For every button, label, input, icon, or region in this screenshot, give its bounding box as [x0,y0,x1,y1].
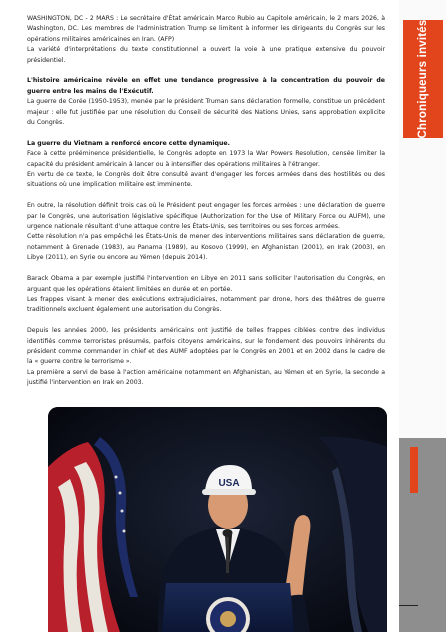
section-heading: L'histoire américaine révèle en effet une tendance progressive à la concentration du pouvoir de guerre entre les mains de l'Exécutif. [27,77,385,95]
text-line: Cette résolution n'a pas empêché les États-Unis de mener des interventions militaires sans déclaration de guerre, notamment à Grenade (1983), au Panama (1989), au Kosovo (1999), en Afghanistan (2001), en Irak (2003), en Libye (2011), en Syrie ou encore au Yémen (depuis 2014). [27,233,385,262]
text-line: En vertu de ce texte, le Congrès doit être consulté avant d'engager les forces armées dans des hostilités ou des situations où une implication militaire est imminente. [27,171,385,189]
text-line: La première a servi de base à l'action américaine notamment en Afghanistan, au Yémen et en Syrie, la seconde a justifié l'intervention en Irak en 2003. [27,368,385,387]
paragraph [27,201,385,263]
text-line: Depuis les années 2000, les présidents américains ont justifié de telles frappes ciblées contre des individus identifiés comme terroristes présumés, parfois citoyens américains, sur le fondement des pouvoirs inhérents du président comme commander in chief et des AUMF adoptées par le Congrès en 2001 et en 2002 dans le cadre de la « guerre contre le terrorisme ». [27,327,385,366]
paragraph [27,14,385,66]
paragraph [27,149,385,191]
podium [162,583,294,632]
section-heading: La guerre du Vietnam a renforcé encore cette dynamique. [27,139,230,147]
accent-bar [410,447,418,493]
text-line: Les frappes visant à mener des exécutions extrajudiciaires, notamment par drone, hors des théâtres de guerre traditionnels excluent également une autorisation du Congrès. [27,295,385,314]
text-line: La variété d'interprétations du texte constitutionnel a ouvert la voie à une pratique extensive du pouvoir présidentiel. [27,46,385,64]
paragraph: La guerre de Corée (1950-1953), menée par le président Truman sans déclaration formelle, constitue un précédent majeur : elle fut justifiée par une résolution du Conseil de sécurité des Nations Unies, sans approbation explicite du Congrès. [27,98,385,127]
article-photo [48,407,387,632]
paragraph [27,76,385,97]
paragraph [27,326,385,388]
text-line: Face à cette prééminence présidentielle, le Congrès adopte en 1973 la War Powers Resolution, censée limiter la capacité du président américain à lancer ou à intensifier des opérations militaires à l'étranger. [27,150,385,168]
sidebar-bottom-panel [399,438,446,632]
section-label-text: Chroniqueurs invités [417,19,429,139]
divider [399,605,418,606]
paragraph [27,139,385,149]
text-line: Barack Obama a par exemple justifié l'intervention en Libye en 2011 sans solliciter l'autorisation du Congrès, en arguant que les opérations étaient limitées en durée et en portée. [27,275,385,293]
caption-text: WASHINGTON, DC - 2 MARS : Le secrétaire d'État américain Marco Rubio au Capitole américain, le 2 mars 2026, à Washington, DC. Les membres de l'administration Trump se limitent à informer les dirigeants du Congrès sur les opérations militaires américaines en Iran. (AFP) [27,15,385,43]
text-line: En outre, la résolution définit trois cas où le Président peut engager les forces armées : une déclaration de guerre par le Congrès, une autorisation législative spécifique (Authorization for the Use of Military Force ou AUFM), une urgence nationale résultant d'une attaque contre les États-Unis, ses territoires ou ses forces armées. [27,202,385,231]
photo-illustration [48,407,387,632]
cap-text: USA [218,478,240,489]
paragraph [27,274,385,316]
section-label [403,20,443,138]
section-sidebar [399,0,446,632]
article-body [27,14,385,399]
